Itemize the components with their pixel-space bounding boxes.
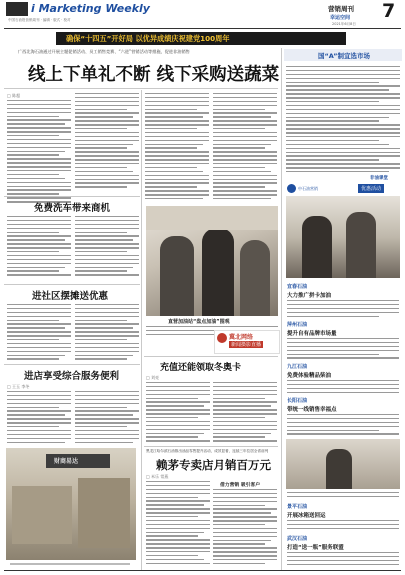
- store-shelf-2: [78, 478, 130, 548]
- bottom-subtitle: 借力营销 吸引客户: [220, 483, 261, 488]
- store-photo-caption: [10, 563, 130, 565]
- recharge-body-a: [146, 382, 210, 444]
- issue-date: 2021年6月8日: [332, 22, 356, 26]
- right-item-0-sub: 大力推广拼卡加油: [287, 293, 332, 299]
- left-title-2: 进社区摆摊送优惠: [32, 291, 109, 302]
- bottom-body-a: [146, 481, 210, 567]
- left-title-3: 进店享受综合服务便利: [24, 371, 120, 382]
- right-item-2-sub: 免费体验精品柴油: [287, 373, 332, 379]
- col-divider-1: [141, 90, 142, 570]
- promo-logo-text: 中石油营销: [298, 186, 318, 191]
- left-rule-3: [4, 364, 140, 365]
- right-caption-small: 非油课堂: [370, 176, 388, 181]
- left-body-1b: [75, 216, 139, 278]
- main-photo-shelf: [146, 206, 278, 230]
- left-rule-1: [4, 196, 140, 197]
- right-item-4-title: 景平石油: [287, 504, 308, 510]
- lead-rule: [4, 88, 278, 89]
- right-item-5-title: 武汉石油: [287, 536, 308, 542]
- lead-body-col4: [213, 93, 277, 202]
- byline-4: □ 米乐 常燕: [146, 474, 169, 479]
- masthead: [0, 0, 405, 30]
- ad-line-2: 新闻摄影直播: [231, 342, 262, 348]
- right-item-5-body: [287, 552, 399, 568]
- right-item-4-body: [287, 520, 399, 532]
- bottom-body-b: [213, 489, 277, 567]
- masthead-title: i Marketing Weekly: [31, 2, 150, 15]
- byline-3: □ 王玉 李冬: [7, 384, 30, 389]
- left-body-3b: [75, 391, 139, 445]
- right-photo-person-2: [346, 212, 376, 278]
- main-photo-caption: 直营加油站“盘点加油”围观: [168, 319, 230, 325]
- store-photo: [6, 448, 136, 560]
- masthead-info: 中国石油报营销周刊 · 编辑 · 版式 · 校对: [8, 18, 71, 22]
- right-photo-2-caption: [287, 492, 399, 500]
- right-item-1-body: [287, 338, 399, 361]
- ad-line-1: 冀北网络: [229, 334, 254, 341]
- lead-kicker: 广西北海石油通过开展主题促销活动、员工销售竞赛、“六进”营销活动等措施，促进非油销售: [18, 49, 190, 54]
- right-item-5-sub: 打造“送一瓶”服务联盟: [287, 545, 344, 551]
- recharge-title: 充值还能领取冬奥卡: [160, 363, 242, 373]
- right-item-1-title: 萍州石油: [287, 322, 308, 328]
- store-sign-text: 财商易达: [54, 458, 79, 465]
- mid-rule-2: [144, 446, 278, 447]
- lead-body-col2: [75, 93, 139, 190]
- banner-text: 确保“十四五”开好局 以优异成绩庆祝建党100周年: [66, 34, 230, 43]
- right-item-2-title: 九江石油: [287, 364, 308, 370]
- col-divider-2: [281, 48, 282, 570]
- main-photo-person-2: [202, 228, 234, 316]
- right-body-intro: [286, 66, 400, 175]
- lead-body-col1: [7, 100, 71, 205]
- right-item-3-sub: 带统一线销售幸福点: [287, 407, 337, 413]
- section-label: 营销周刊: [328, 5, 354, 13]
- left-rule-2: [4, 284, 140, 285]
- mid-rule-1: [144, 356, 278, 357]
- right-photo-person-1: [302, 216, 332, 278]
- byline-2: □ 刘亮: [146, 375, 160, 380]
- right-photo: [286, 196, 400, 278]
- right-header: 国“A”制宜选市场: [318, 52, 370, 60]
- left-body-3a: [7, 391, 71, 445]
- right-photo-2: [286, 439, 400, 489]
- bottom-rule: [4, 570, 401, 571]
- ad-logo-icon: [217, 333, 227, 343]
- main-photo: [146, 206, 278, 316]
- right-item-4-sub: 开展冰箱送回运: [287, 513, 326, 519]
- main-photo-person-3: [240, 240, 270, 316]
- right-item-3-title: 长阳石油: [287, 398, 308, 404]
- left-body-2b: [75, 304, 139, 362]
- masthead-logo-block: [6, 2, 28, 16]
- store-shelf: [12, 486, 72, 544]
- right-item-0-body: [287, 300, 399, 319]
- byline-1: □ 陈超: [7, 93, 21, 98]
- recharge-body-b: [213, 382, 277, 444]
- right-item-2-body: [287, 380, 399, 396]
- left-title-1: 免费洗车带来商机: [34, 203, 111, 214]
- masthead-rule: [4, 28, 401, 29]
- left-body-1a: [7, 216, 71, 278]
- promo-label: 优惠活动: [358, 184, 384, 193]
- main-photo-person-1: [160, 236, 194, 316]
- right-item-3-body: [287, 414, 399, 437]
- right-item-1-sub: 提升自有品牌市场量: [287, 331, 337, 337]
- right-item-0-title: 宜春石油: [287, 284, 308, 290]
- lead-body-col3: [145, 93, 209, 202]
- section-sub: 幸运空间: [330, 15, 351, 21]
- lead-title: 线上下单礼不断 线下采购送蔬菜: [28, 65, 280, 85]
- bottom-title: 赖茅专卖店月销百万元: [156, 458, 271, 472]
- bottom-kicker: 黑龙江哈尔滨石油推出油品零售提升活动，成效显著，连续三年位居全省前列: [146, 449, 269, 453]
- right-photo-2-person: [326, 449, 352, 489]
- page-number: 7: [382, 0, 396, 22]
- promo-logo-icon: [287, 184, 296, 193]
- left-body-2a: [7, 304, 71, 362]
